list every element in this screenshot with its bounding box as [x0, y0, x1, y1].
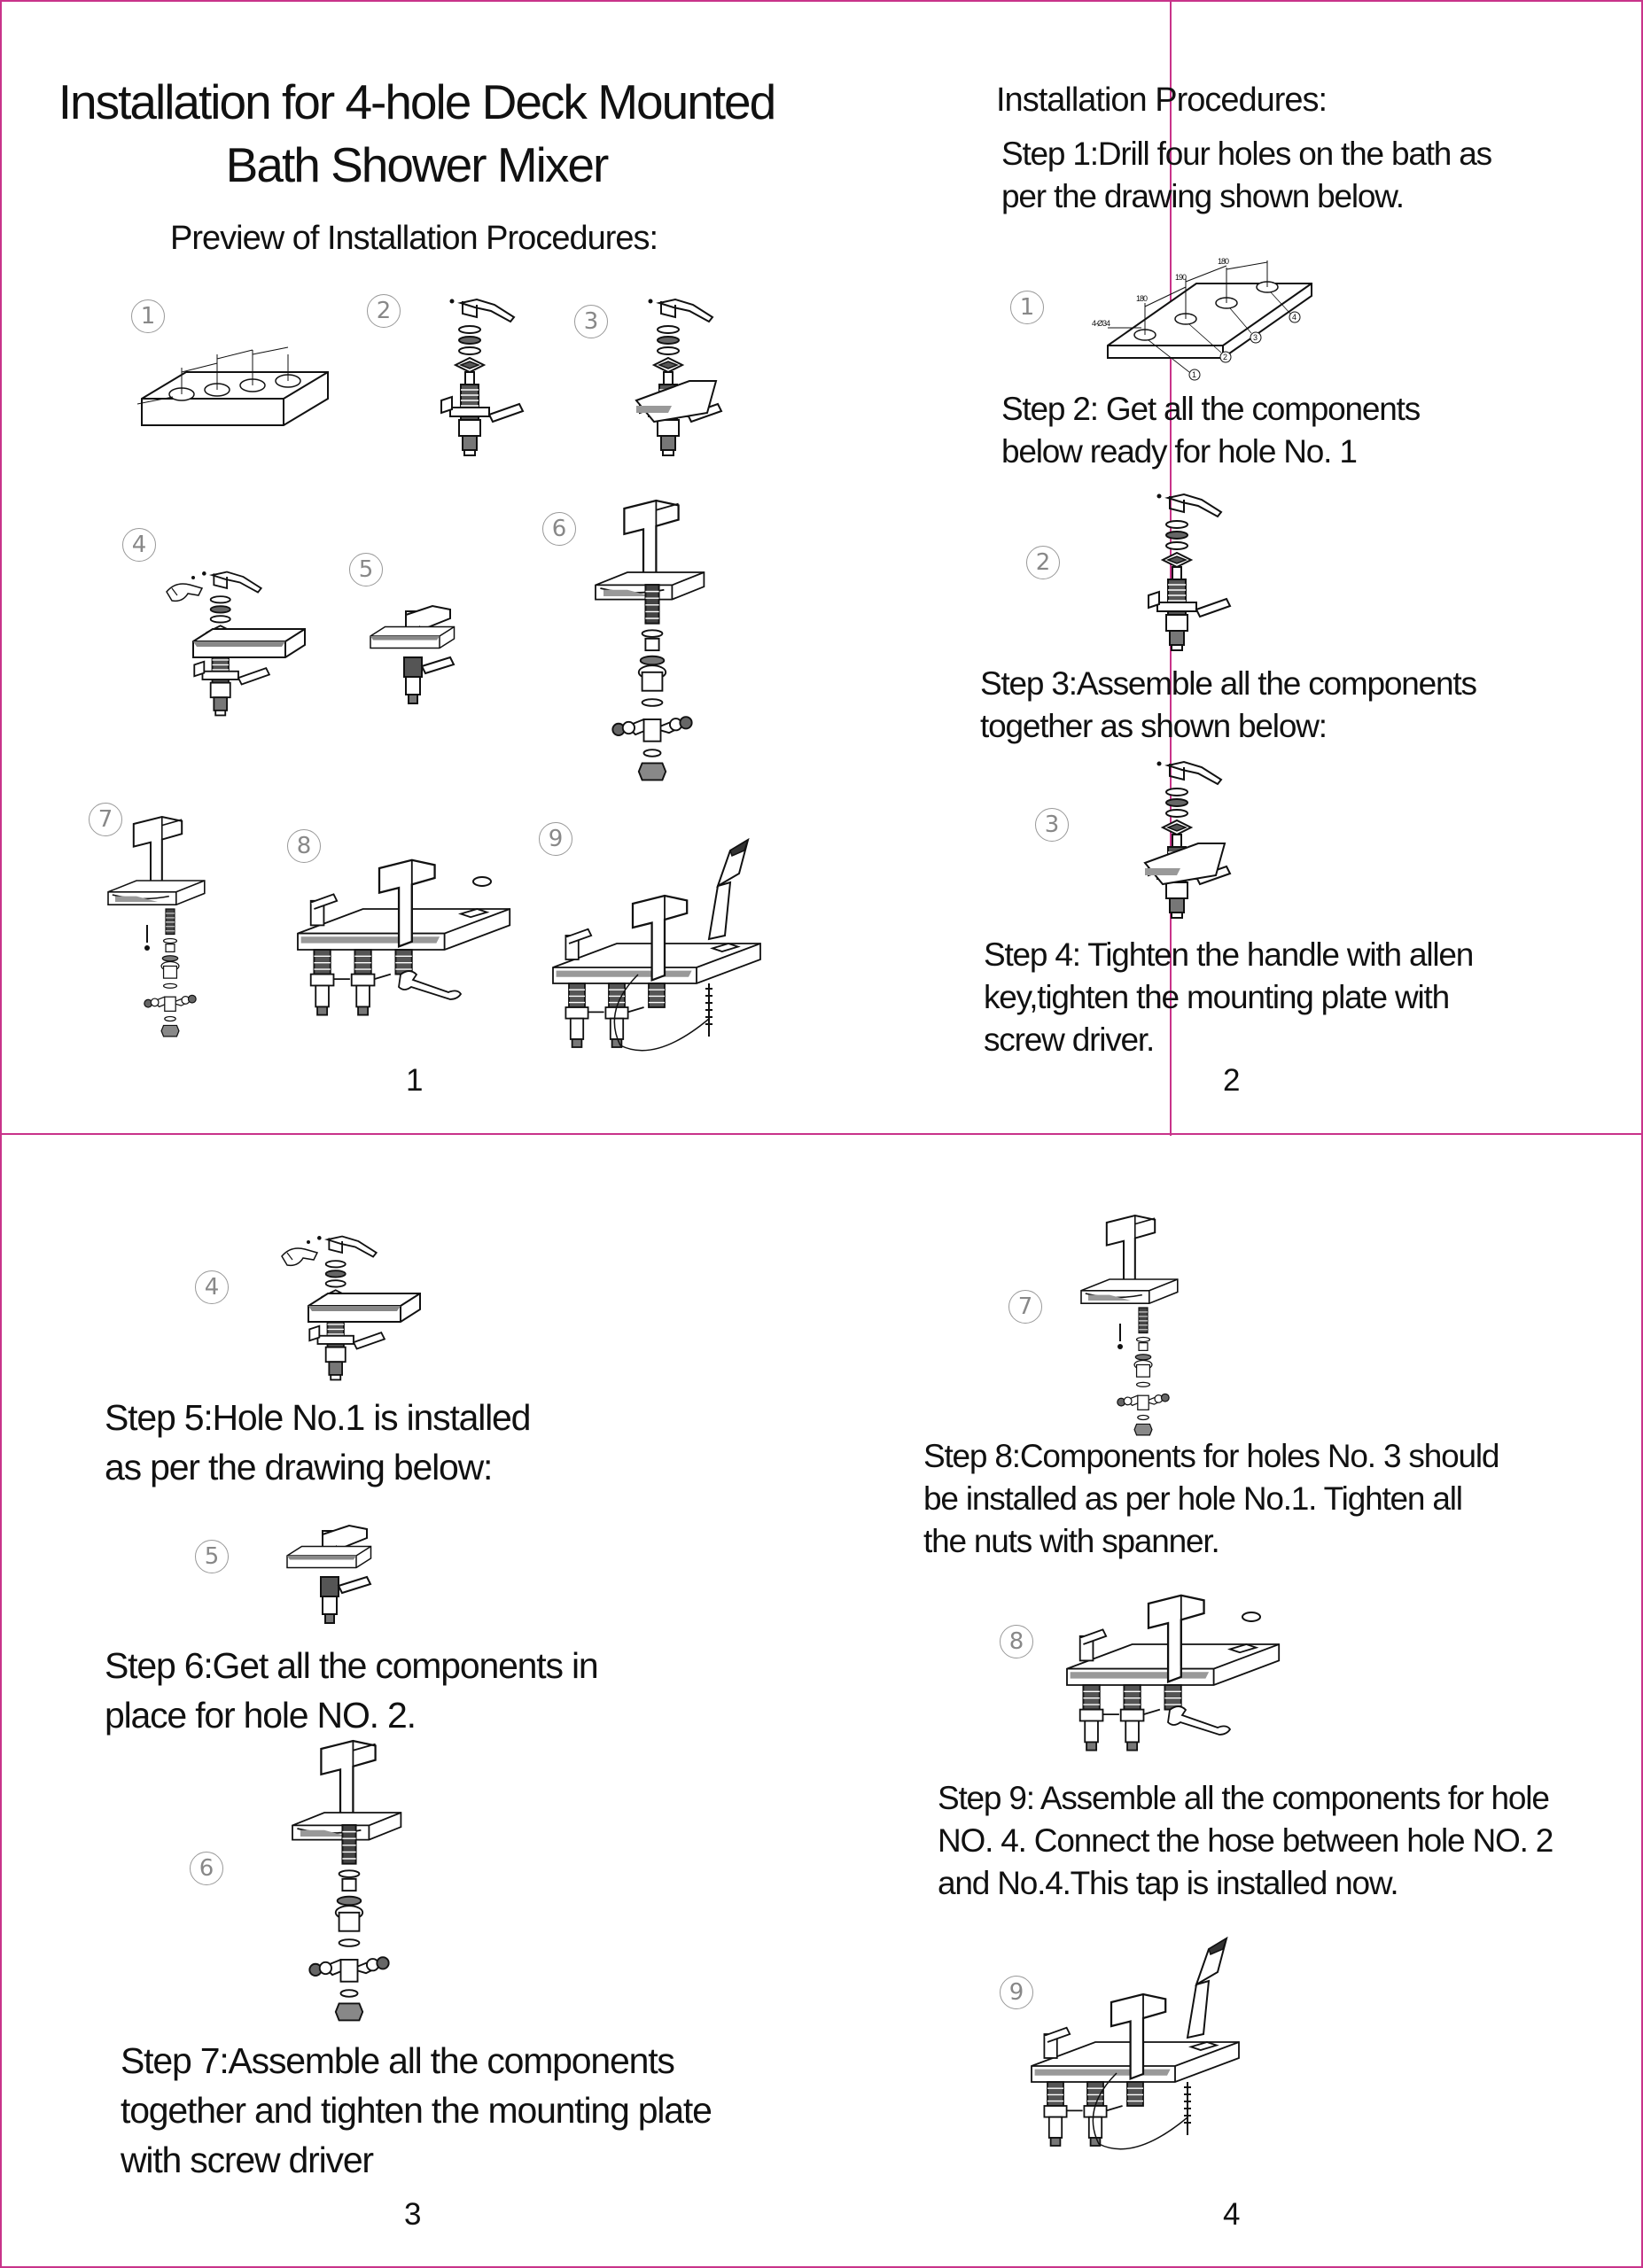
figure-number: 6	[190, 1852, 223, 1885]
step-4-text: Step 4: Tighten the handle with allen key,tighten the mounting plate with screw driver.	[984, 936, 1474, 1058]
hole-3-installed-drawing	[294, 850, 542, 1028]
tighten-handle-drawing	[282, 1231, 424, 1400]
figure-number: 1	[131, 299, 165, 333]
step-1-text: Step 1:Drill four holes on the bath as per the drawing shown below.	[1001, 136, 1491, 214]
figure-number: 1	[1010, 291, 1044, 324]
figure-number: 9	[1000, 1976, 1033, 2009]
figure-number: 7	[1008, 1290, 1042, 1324]
deck-plate-label: 190	[1175, 273, 1187, 282]
deck-plate-label: 4	[1292, 313, 1296, 322]
procedures-heading: Installation Procedures:	[996, 82, 1328, 119]
step-8-text: Step 8:Components for holes No. 3 should be installed as per hole No.1. Tighten all the nuts with spanner.	[923, 1438, 1499, 1559]
step-9-text: Step 9: Assemble all the components for hole NO. 4. Connect the hose between hole NO. 2 and No.4.This tap is installed now.	[938, 1780, 1553, 1901]
step-6-text: Step 6:Get all the components in place for hole NO. 2.	[105, 1645, 598, 1736]
page-number: 4	[1223, 2197, 1240, 2232]
deck-plate-label: 3	[1253, 333, 1258, 342]
component-exploded-drawing	[1141, 496, 1230, 664]
tap-installed-drawing	[1028, 1905, 1276, 2153]
preview-heading: Preview of Installation Procedures:	[170, 220, 658, 257]
spout-assembled-drawing	[1081, 1223, 1196, 1435]
deck-plate-dimension-drawing	[1081, 248, 1320, 390]
spout-exploded-drawing	[285, 1736, 427, 2029]
page-title-line1: Installation for 4-hole Deck Mounted	[58, 74, 775, 129]
page-divider-horizontal	[0, 1133, 1643, 1135]
deck-plate-label: 1	[1192, 370, 1196, 379]
spout-exploded-drawing	[588, 496, 730, 788]
figure-number: 8	[287, 829, 321, 863]
figure-number: 2	[367, 294, 401, 328]
page-number: 3	[404, 2197, 421, 2232]
figure-number: 3	[1035, 808, 1069, 842]
spout-assembled-drawing	[108, 824, 223, 1037]
component-assembled-drawing	[1141, 764, 1239, 932]
figure-number: 7	[89, 803, 122, 836]
deck-plate-label: 4-Ø34	[1092, 319, 1110, 328]
figure-number: 5	[195, 1540, 229, 1573]
deck-plate-label: 2	[1223, 353, 1227, 361]
component-exploded-drawing	[434, 301, 523, 470]
figure-number: 5	[349, 553, 383, 586]
figure-number: 6	[542, 512, 576, 546]
component-assembled-drawing	[633, 301, 730, 470]
hole-3-installed-drawing	[1063, 1586, 1312, 1763]
step-5-text: Step 5:Hole No.1 is installed as per the drawing below:	[105, 1397, 531, 1487]
figure-number: 4	[195, 1270, 229, 1304]
deck-plate-label: 180	[1136, 294, 1148, 303]
deck-plate-label: 180	[1218, 257, 1229, 266]
step-3-text: Step 3:Assemble all the components together as shown below:	[980, 665, 1476, 744]
step-7-text: Step 7:Assemble all the components together and tighten the mounting plate with screw driver	[121, 2040, 712, 2180]
page-number: 2	[1223, 1063, 1240, 1098]
tap-installed-drawing	[549, 806, 798, 1054]
figure-number: 4	[122, 528, 156, 562]
step-2-text: Step 2: Get all the components below ready for hole No. 1	[1001, 391, 1421, 470]
figure-number: 3	[574, 305, 608, 338]
page-title-line2: Bath Shower Mixer	[225, 137, 608, 192]
figure-number: 2	[1026, 546, 1060, 579]
figure-number: 9	[539, 822, 572, 856]
page-title	[27, 71, 806, 197]
hole-1-installed-drawing	[367, 611, 473, 709]
page-number: 1	[406, 1063, 423, 1098]
tighten-handle-drawing	[167, 567, 308, 735]
deck-plate-drawing	[133, 319, 337, 461]
figure-number: 8	[1000, 1625, 1033, 1658]
hole-1-installed-drawing	[284, 1531, 390, 1628]
